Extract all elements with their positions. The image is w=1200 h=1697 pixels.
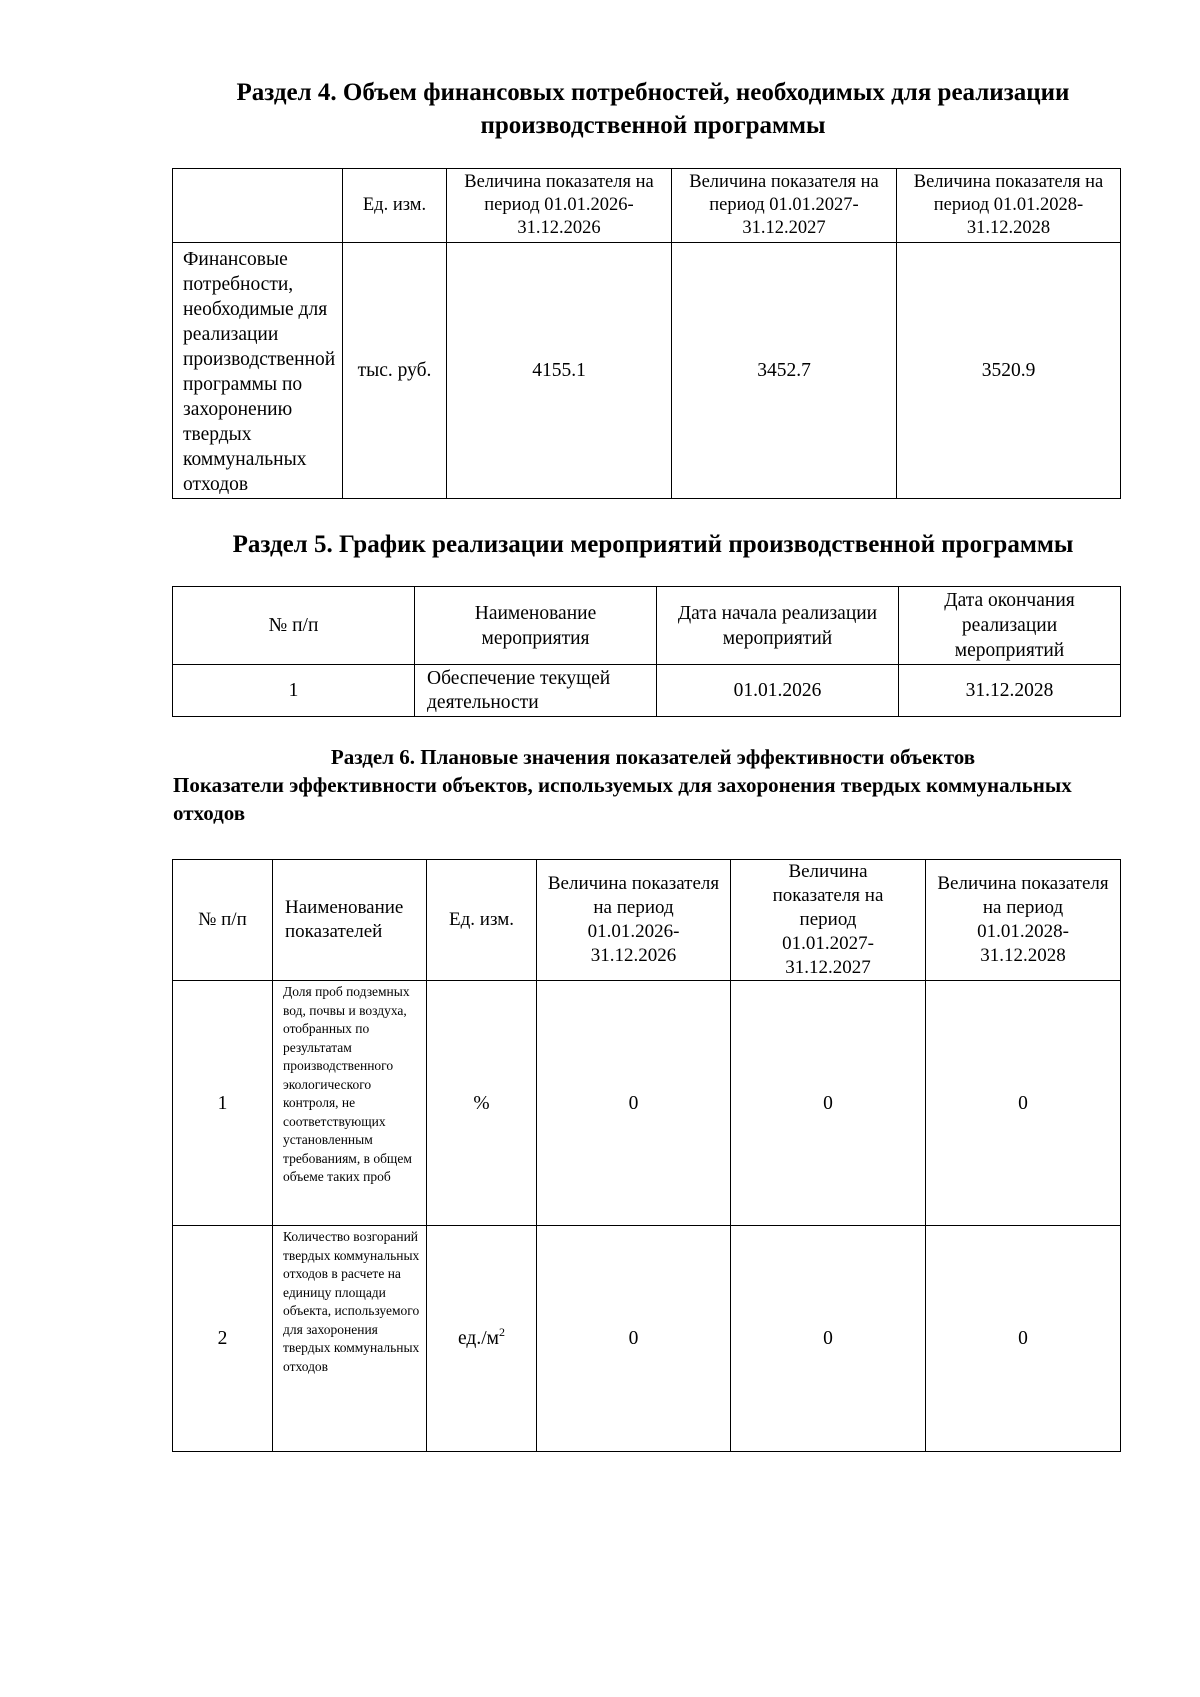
table-row [173,665,1121,717]
indicator-name-cell: Доля проб подземных вод, почвы и воздуха, отобранных по результатам производственного экологического контроля, не соответствующих установленным требованиям, в общем объеме таких проб [273,981,427,1226]
row-name-cell: Финансовые потребности, необходимые для реализации производственной программы по захоронению твердых коммунальных отходов [173,243,343,499]
value-cell: 0 [731,981,926,1226]
start-date-cell: 01.01.2026 [657,665,899,717]
header-cell: Величина показателя на период 01.01.2028-31.12.2028 [897,169,1121,243]
row-number-cell: 2 [173,1226,273,1452]
table-row [173,243,1121,499]
unit-cell [427,981,537,1226]
value-cell: 0 [537,981,731,1226]
activity-name-cell: Обеспечение текущей деятельности [415,665,657,717]
value-cell: 0 [926,981,1121,1226]
table-row [173,981,1121,1226]
header-cell: Величина показателя на период 01.01.2026-31.12.2026 [537,860,731,981]
header-cell: Ед. изм. [343,169,447,243]
efficiency-indicators-table [172,859,1121,1452]
value-cell: 0 [731,1226,926,1452]
table-row [173,1226,1121,1452]
header-cell: Величина показателя на период 01.01.2026-31.12.2026 [447,169,672,243]
header-cell: Величина показателя на период 01.01.2027-31.12.2027 [672,169,897,243]
section-5-title: Раздел 5. График реализации мероприятий производственной программы [232,531,1074,558]
header-cell: № п/п [173,587,415,665]
header-cell: Дата начала реализации мероприятий [657,587,899,665]
row-number-cell: 1 [173,665,415,717]
unit-text: % [473,1092,490,1114]
indicator-name-cell: Количество возгораний твердых коммунальных отходов в расчете на единицу площади объекта, используемого для захоронения твердых коммунальных отходов [273,1226,427,1452]
header-cell: Величина показателя на период 01.01.2028-31.12.2028 [926,860,1121,981]
unit-cell: тыс. руб. [343,243,447,499]
header-cell [173,169,343,243]
value-cell: 3452.7 [672,243,897,499]
value-cell: 3520.9 [897,243,1121,499]
section-6-title: Раздел 6. Плановые значения показателей эффективности объектов [330,745,976,769]
section-4-title: Раздел 4. Объем финансовых потребностей, необходимых для реализации производственной программы [236,79,1070,139]
unit-superscript: 2 [498,1325,505,1339]
section-6-subtitle: Показатели эффективности объектов, используемых для захоронения твердых коммунальных отходов [173,773,1072,825]
table-header-row [173,587,1121,665]
header-cell: Величина показателя на период 01.01.2027-31.12.2027 [731,860,926,981]
schedule-table [172,586,1121,717]
value-cell: 4155.1 [447,243,672,499]
row-number-cell: 1 [173,981,273,1226]
end-date-cell: 31.12.2028 [899,665,1121,717]
table-header-row [173,169,1121,243]
financial-needs-table [172,168,1121,499]
value-cell: 0 [537,1226,731,1452]
unit-cell [427,1226,537,1452]
header-cell: Ед. изм. [427,860,537,981]
header-cell: № п/п [173,860,273,981]
value-cell: 0 [926,1226,1121,1452]
header-cell: Наименование показателей [273,860,427,981]
header-cell: Наименование мероприятия [415,587,657,665]
table-header-row [173,860,1121,981]
unit-text: ед./м [458,1328,499,1349]
header-cell: Дата окончания реализации мероприятий [899,587,1121,665]
